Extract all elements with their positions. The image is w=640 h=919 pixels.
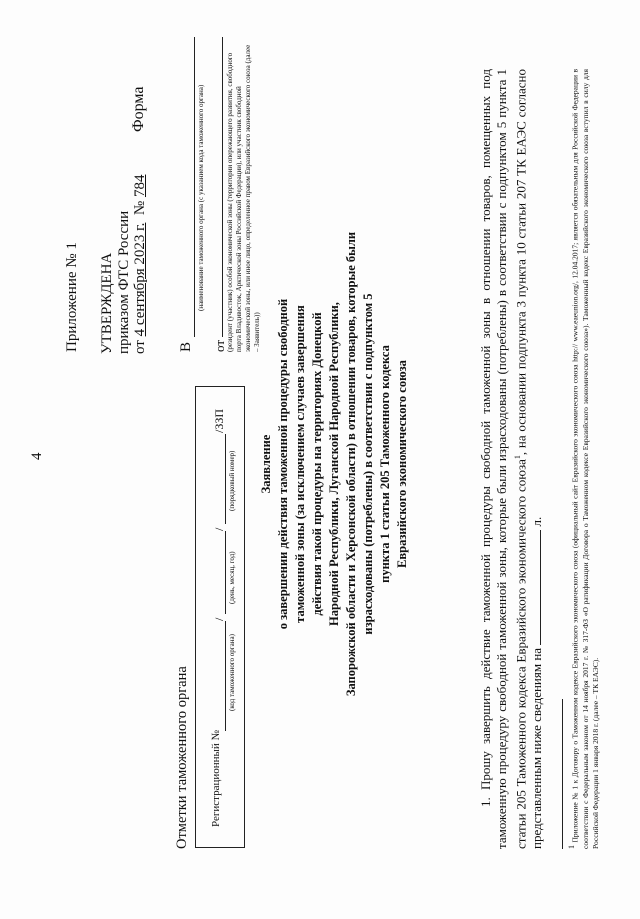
reg-suffix: /ЗЗП (212, 408, 226, 433)
approval-line-1: УТВЕРЖДЕНА (99, 252, 115, 354)
title-line: Народной Республики, Луганской Народной Республики, (327, 302, 341, 626)
sub-code: (код таможенного органа) (228, 634, 236, 711)
title-line: Запорожской области и Херсонской области) в отношении товаров, которые были (344, 231, 358, 697)
title-line: о завершении действия таможенной процедуры свободной (276, 298, 290, 630)
to-label: В (178, 341, 194, 352)
pages-count-blank (540, 530, 541, 645)
footnote-number: 1 (567, 845, 576, 849)
footnote (567, 69, 601, 849)
title-line: Заявление (259, 434, 273, 494)
reg-code-line (225, 621, 226, 731)
registration-label: Регистрационный № (210, 729, 222, 827)
appendix-label: Приложение № 1 (64, 242, 80, 352)
approval-from: от (132, 336, 148, 354)
customs-marks-heading: Отметки таможенного органа (174, 666, 190, 849)
footnote-ref: 1 (513, 455, 522, 460)
approval-no-label: № (132, 197, 148, 223)
reg-slash-2: / (212, 527, 226, 531)
reg-slash-1: / (212, 617, 226, 621)
body-text-c: л. (529, 516, 545, 527)
title-line: Евразийского экономического союза (395, 360, 409, 568)
from-label: от (212, 339, 227, 352)
to-sub: (наименование таможенного органа (с указанием кода таможенного органа) (197, 84, 205, 311)
from-sub: (резидент (участник) особой экономической зоны (территории опережающего развития, свободного порта Владивосток, Арктической зоны Российской Федерации), или участник свободной экономической зоны, или иное лицо, определенное правом Евразийского экономического союза (далее – Заявитель)) (226, 44, 261, 352)
title-line: таможенной зоны (за исключением случаев завершения (293, 305, 307, 623)
form-label: Форма (130, 86, 147, 132)
to-line (194, 37, 195, 337)
sub-number: (порядковый номер) (228, 450, 236, 511)
footnote-separator (562, 699, 563, 849)
sub-date: (день, месяц, год) (228, 551, 236, 604)
body-text-b: , на основании подпункта 3 пункта 10 статьи 207 ТК ЕАЭС согласно представленным ниже сведениям на (513, 69, 545, 849)
footnote-text: Приложение № 1 к Договору о Таможенном кодексе Евразийского экономического союза (официальный сайт Евразийского экономического союза http:// www.eaeunion.org/, 12.04.2017; является обязательным для Российской Федерации в соответствии с Федеральным законом от 14 ноября 2017 г. № 317-ФЗ «О ратификации Договора о Таможенном кодексе Евразийского экономического союза»). Таможенный кодекс Евразийского экономического союза вступил в силу для Российской Федерации 1 января 2018 г. (далее – ТК ЕАЭС). (570, 69, 600, 849)
title-line: действия такой процедуры на территориях Донецкой (310, 312, 324, 616)
approval-line-2: приказом ФТС России (116, 210, 132, 354)
reg-date-line (225, 531, 226, 614)
statement-title (258, 224, 411, 704)
reg-number-line (225, 434, 226, 524)
title-line: израсходованы (потреблены) в соответствии с подпунктом 5 (361, 293, 375, 635)
body-text-a: 1. Прошу завершить действие таможенной процедуры свободной таможенной зоны в отношении товаров, помещенных под таможенную процедуру свободной таможенной зоны, которые были израсходованы (потреблены) в соответствии с подпунктом 5 пункта 1 статьи 205 Таможенного кодекса Евразийского экономического союза (478, 69, 529, 849)
from-line (222, 37, 223, 337)
approval-number: 784 (132, 174, 148, 198)
page-number: 4 (29, 452, 45, 460)
approval-date: 4 сентября 2023 г. (132, 222, 148, 337)
title-line: пункта 1 статьи 205 Таможенного кодекса (378, 345, 392, 583)
statement-body (478, 69, 545, 849)
approval-line-3 (132, 175, 149, 354)
